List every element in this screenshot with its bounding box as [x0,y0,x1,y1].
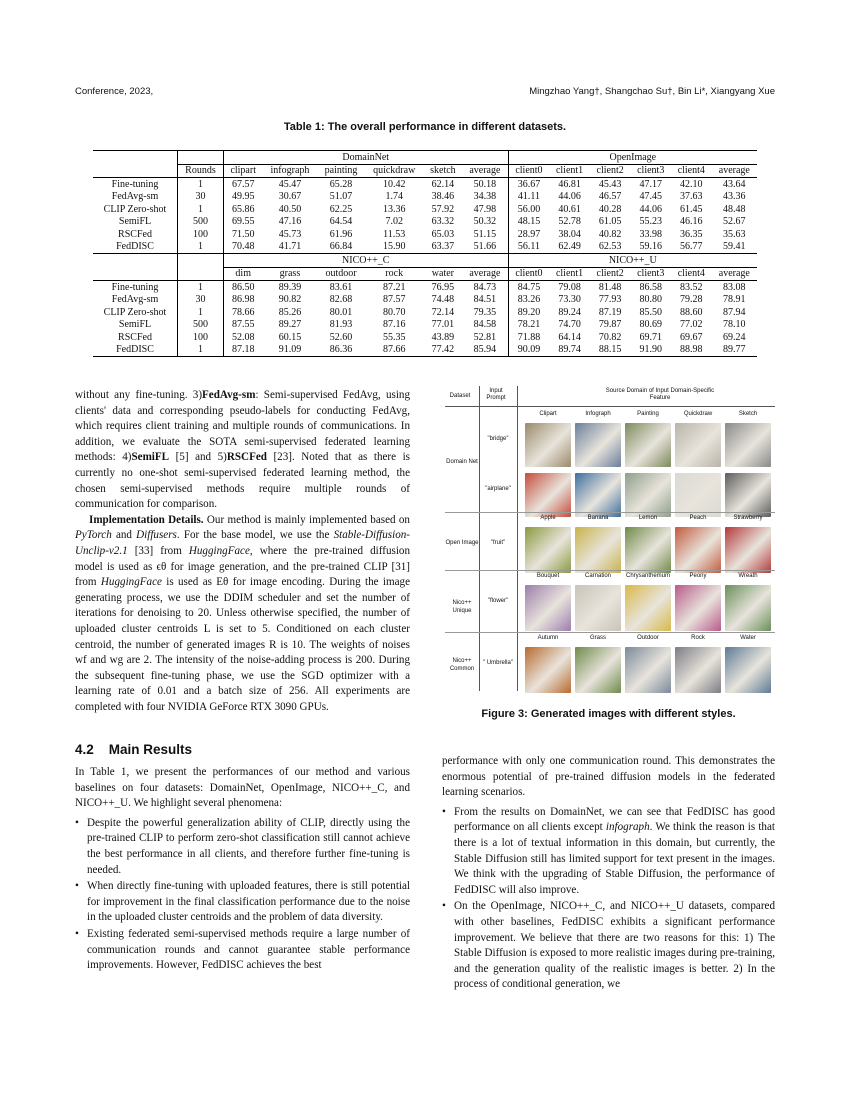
table-cell: 69.55 [223,216,262,229]
figure-header-source: Source Domain of Input Domain-Specific Feature [605,388,715,401]
table-cell: 49.95 [223,191,262,204]
table-row [93,319,757,332]
table-method-name: SemiFL [118,319,152,331]
table-cell: 80.80 [639,294,662,306]
generated-image [525,473,571,517]
table-cell: 62.25 [329,203,353,215]
table-cell: 65.28 [317,178,364,191]
table-column-header: client0 [508,164,549,178]
table-cell: 80.70 [382,306,406,318]
table-cell: 43.64 [712,178,757,191]
table-cell: 73.30 [558,294,581,306]
table-cell: 40.82 [598,228,622,240]
generated-image [575,423,621,467]
table-cell: 84.75 [508,281,549,294]
table-method-name: SemiFL [118,216,152,228]
table-column-header: outdoor [317,267,364,281]
table-cell: 41.71 [278,241,302,253]
figure-column-label: Wreath [738,573,758,579]
figure-column-label: Painting [637,411,659,417]
table-cell: 42.10 [671,178,712,191]
table-cell: 86.58 [630,281,671,294]
figure-column-label: Quickdraw [683,411,713,417]
figure-dataset-label: Nico++ Unique [452,600,472,614]
generated-image [725,473,771,517]
table-row [93,344,757,357]
figure-column-label: Peony [689,573,707,579]
table-cell: 43.89 [431,331,455,343]
figure-prompt-label: " Umbrella" [483,660,513,666]
table-method-name: FedDISC [93,344,178,357]
table-cell: 88.60 [680,306,703,318]
table-cell: 89.24 [558,306,581,318]
table-cell: 500 [178,216,224,229]
table-cell: 62.14 [424,178,463,191]
generated-image [675,585,721,631]
figure-dataset-label: Domain Net [446,459,478,465]
table-row [93,216,757,229]
left-column-results [75,765,410,975]
table-corner [178,151,224,165]
table-cell: 38.04 [558,228,581,240]
bullet-item: • Despite the powerful generalization ability of CLIP, directly using the pre-trained CLIP to perform zero-shot classification still cannot achieve the best performance in all clients, and therefore further fine-tuning is needed. [75,816,410,878]
running-header-left: Conference, 2023, [75,86,154,97]
table-cell: 52.81 [473,331,497,343]
table-cell: 79.28 [680,294,703,306]
table-cell: 46.57 [598,191,622,203]
figure-column-label: Chrysanthemum [625,573,670,579]
table-cell: 30.67 [278,191,302,203]
table-cell: 56.00 [508,203,549,216]
table-cell: 44.06 [639,203,662,215]
table-cell: 47.16 [278,216,302,228]
table-cell: 30 [178,191,224,204]
table-cell: 87.55 [223,319,262,332]
figure-column-label: Bouquet [536,573,560,579]
generated-image [725,423,771,467]
table-cell: 40.28 [598,203,622,215]
table-column-header: average [712,164,757,178]
generated-image [725,527,771,573]
table-method-name: Fine-tuning [93,281,178,294]
bullet-item: • When directly fine-tuning with uploaded features, there is still potential for improvement in the final classification performance due to the noise in the uploaded cluster centroids and the problem of data diversity. [75,879,410,926]
table-row [93,228,757,241]
table-row [93,178,757,191]
table-row [93,331,757,344]
generated-image [675,527,721,573]
table-cell: 77.01 [431,319,455,331]
generated-image [625,647,671,693]
table-cell: 79.08 [549,281,590,294]
table-cell: 56.77 [680,241,703,253]
table-cell: 79.87 [598,319,622,331]
table-cell: 87.94 [723,306,746,318]
table-column-header: water [424,267,463,281]
generated-image [675,473,721,517]
table-cell: 89.39 [263,281,318,294]
figure-column-label: Water [740,635,756,641]
table-cell: 89.27 [278,319,302,331]
figure-column-label: Infograph [585,411,611,417]
table-cell: 30 [178,294,224,307]
table-column-header: clipart [223,164,262,178]
table-row [93,281,757,294]
table-cell: 46.81 [549,178,590,191]
table-cell: 61.05 [598,216,622,228]
table-column-header: average [462,164,508,178]
table-cell: 83.26 [508,294,549,307]
table-corner [93,151,178,165]
table-cell: 100 [178,331,224,344]
figure-caption: Figure 3: Generated images with different styles. [481,708,736,720]
generated-image [575,585,621,631]
table-cell: 82.68 [329,294,353,306]
generated-image [675,423,721,467]
table-cell: 74.70 [558,319,581,331]
table-cell: 88.98 [671,344,712,357]
figure-column-label: Apple [540,515,556,521]
generated-image [625,527,671,573]
figure-column-label: Clipart [539,411,557,417]
table-corner [93,164,178,178]
table-column-header: client1 [549,267,590,281]
generated-image [575,647,621,693]
running-header-right: Mingzhao Yang†, Shangchao Su†, Bin Li*, Xiangyang Xue [529,86,775,97]
table-column-header: painting [317,164,364,178]
generated-image [525,647,571,693]
table-cell: 11.53 [383,228,406,240]
bullet-list-right [442,805,775,993]
table-row [93,294,757,307]
paragraph-continuation: performance with only one communication round. This demonstrates the enormous potential of pre-trained diffusion models in the federated learning scenarios. [442,755,775,799]
figure-prompt-label: "airplane" [485,486,511,492]
table-column-header: client0 [508,267,549,281]
table-cell: 38.46 [431,191,455,203]
table-cell: 66.84 [329,241,353,253]
table-cell: 1 [178,306,224,319]
table-method-name: FedAvg-sm [111,294,159,306]
table-cell: 67.57 [223,178,262,191]
table-cell: 46.16 [680,216,703,228]
table-cell: 59.16 [639,241,662,253]
table-cell: 10.42 [365,178,424,191]
figure-column-label: Grass [589,635,606,641]
table-group-header: DomainNet [223,151,508,165]
table-cell: 74.48 [431,294,455,306]
table-cell: 50.32 [473,216,497,228]
table-cell: 33.98 [639,228,662,240]
table-cell: 45.73 [278,228,302,240]
table-cell: 48.15 [508,216,549,229]
table-column-header: client2 [590,267,631,281]
table-column-header: client3 [630,164,671,178]
table-cell: 500 [178,319,224,332]
table-cell: 100 [178,228,224,241]
table-cell: 83.08 [712,281,757,294]
table-cell: 62.49 [558,241,581,253]
table-column-header: average [462,267,508,281]
paragraph-baselines: without any fine-tuning. 3)FedAvg-sm: Semi-supervised FedAvg, using clients' data and corresponding pseudo-labels for conducting FedAvg, which requires client training and multiple rounds of communications. In addition, we evaluate the SOTA semi-supervised federated learning methods: 4)SemiFL [5] and 5)RSCFed [23]. Noted that as there is currently no one-shot semi-supervised federated learning method, the chosen semi-supervised methods require multiple rounds of communication for comparison. [75,389,410,511]
table-cell: 85.50 [639,306,662,318]
table-cell: 84.73 [462,281,508,294]
table-cell: 89.77 [712,344,757,357]
table-cell: 70.48 [223,241,262,254]
table-cell: 1 [178,203,224,216]
figure-header-prompt: Input Prompt [486,388,506,401]
figure-column-label: Peach [689,515,707,521]
section-heading: 4.2 Main Results [75,742,193,757]
table-cell: 71.50 [223,228,262,241]
figure-column-label: Lemon [638,515,658,521]
generated-image [625,473,671,517]
table-cell: 71.88 [508,331,549,344]
table-cell: 51.07 [329,191,353,203]
table-cell: 72.14 [431,306,455,318]
table-cell: 28.97 [508,228,549,241]
table-corner [93,254,178,268]
table-cell: 51.15 [473,228,497,240]
table-cell: 61.96 [329,228,353,240]
table-column-header: client3 [630,267,671,281]
table-cell: 85.26 [278,306,302,318]
table-column-header: infograph [263,164,318,178]
table-cell: 84.58 [473,319,497,331]
figure-column-label: Outdoor [637,635,659,641]
table-method-name: CLIP Zero-shot [103,203,167,215]
table-column-header: client4 [671,164,712,178]
table-cell: 81.93 [329,319,353,331]
table-cell: 36.67 [508,178,549,191]
table-cell: 52.67 [723,216,746,228]
table-row [93,191,757,204]
table-method-name: CLIP Zero-shot [103,306,167,318]
table-cell: 36.35 [680,228,703,240]
table-method-name: FedDISC [116,241,154,253]
table-cell: 91.90 [630,344,671,357]
table-cell: 69.67 [680,331,703,343]
table-cell: 41.11 [508,191,549,204]
table-cell: 40.61 [558,203,581,215]
figure-prompt-label: "fruit" [490,540,506,546]
table-cell: 81.48 [590,281,631,294]
figure-column-label: Banana [587,515,609,521]
table-cell: 64.14 [558,331,581,343]
table-cell: 55.35 [382,331,406,343]
figure-dataset-label: Nico++ Common [449,657,475,672]
table-cell: 84.51 [473,294,497,306]
table-cell: 34.38 [473,191,497,203]
generated-image [525,527,571,573]
table-cell: 64.54 [329,216,353,228]
generated-image [575,473,621,517]
bullet-item: • Existing federated semi-supervised methods require a large number of communication rounds and cannot guarantee stable performance improvements. However, FedDISC achieves the best [75,927,410,974]
table-cell: 69.24 [723,331,746,343]
table-cell: 48.48 [723,203,746,215]
table-cell: 47.45 [639,191,662,203]
table-cell: 63.37 [431,241,455,253]
table-cell: 1 [178,344,224,357]
table-cell: 61.45 [680,203,703,215]
table-row [93,306,757,319]
table-cell: 77.42 [424,344,463,357]
table-cell: 70.82 [598,331,622,343]
table-cell: 47.98 [473,203,497,215]
table-cell: 77.93 [598,294,622,306]
bullet-item: • From the results on DomainNet, we can see that FedDISC has good performance on all clients except infograph. We think the reason is that there is a lot of textual information in this domain, but currently, the Stable Diffusion still has limited support for text present in the images. We think with the upgrading of Stable Diffusion, the performance of FedDISC will also improve. [442,805,775,899]
table-cell: 62.53 [598,241,622,253]
table-cell: 90.09 [508,344,549,357]
table-cell: 83.52 [671,281,712,294]
generated-image [675,647,721,693]
table-column-header: sketch [424,164,463,178]
table-cell: 86.36 [317,344,364,357]
bullet-item: • On the OpenImage, NICO++_C, and NICO++_U datasets, compared with other baselines, FedDISC exhibits a significant performance improvement. We believe that there are two reasons for this: 1) The Stable Diffusion is exposed to more realistic images during pre-training, and the generation quality of the realistic images is better. 2) In the process of conditional generation, we [442,899,775,993]
generated-image [525,423,571,467]
left-column [75,388,410,715]
table-cell: 86.50 [223,281,262,294]
generated-image [575,527,621,573]
table-corner [93,267,178,281]
table-cell: 1 [178,178,224,191]
bullet-list [75,816,410,974]
table-cell: 85.94 [462,344,508,357]
table-column-header: Rounds [178,164,224,178]
results-table [93,150,757,357]
table-column-header: client4 [671,267,712,281]
figure-header-dataset: Dataset [449,393,471,399]
table-column-header: rock [365,267,424,281]
table-cell: 78.21 [508,319,549,332]
table-cell: 78.66 [223,306,262,319]
table-cell: 60.15 [278,331,302,343]
table-row [93,241,757,254]
table-cell: 76.95 [424,281,463,294]
figure-dataset-label: Open Image [445,540,479,546]
table-cell: 51.66 [473,241,497,253]
table-cell: 78.10 [723,319,746,331]
generated-image [625,585,671,631]
table-cell: 47.17 [630,178,671,191]
table-cell: 63.32 [431,216,455,228]
table-corner [178,254,224,268]
table-cell: 87.57 [382,294,406,306]
table-cell: 87.16 [382,319,406,331]
table-cell: 65.03 [431,228,455,240]
table-cell: 83.61 [317,281,364,294]
table-cell: 40.50 [278,203,302,215]
table-cell: 13.36 [382,203,406,215]
table-cell: 44.06 [558,191,581,203]
table-cell: 35.63 [723,228,746,240]
table-cell: 55.23 [639,216,662,228]
generated-image [725,585,771,631]
generated-image [725,647,771,693]
figure-column-label: Autumn [537,635,559,641]
figure-column-label: Sketch [738,411,758,417]
paragraph-implementation: Implementation Details. Our method is mainly implemented based on PyTorch and Diffusers. For the base model, we use the Stable-Diffusion-Unclip-v2.1 [33] from HuggingFace, where the pre-trained diffusion model is used as ϵθ for image generation, and the pre-trained CLIP [31] from HuggingFace is used as Eθ for image encoding. During the image generating process, we use the DDIM scheduler and set the number of iterations for denoising to 20. Unless otherwise specified, the number of uploaded cluster centroids L is set to 5. Conditioned on each cluster centroid, the number of generated images R is 10. The weights of noises wf and wg are 2. The intensity of the noise-adding process is 200. During the subsequent fine-tuning phase, we use the SGD optimizer with a learning rate of 0.01 and a batch size of 256. All experiments are completed with four NVIDIA GeForce RTX 3090 GPUs. [75,513,410,713]
table-group-header: NICO++_U [508,254,757,268]
table-corner [178,267,224,281]
figure-column-label: Rock [691,635,705,641]
table-column-header: average [712,267,757,281]
figure-prompt-label: "flower" [487,598,509,604]
table-cell: 89.20 [508,306,549,319]
table-cell: 52.60 [329,331,353,343]
table-method-name: RSCFed [118,228,152,240]
table-cell: 45.47 [263,178,318,191]
table-method-name: FedAvg-sm [111,191,159,203]
table-group-header: NICO++_C [223,254,508,268]
table-cell: 80.01 [329,306,353,318]
table-cell: 69.71 [639,331,662,343]
table-column-header: grass [263,267,318,281]
figure-column-label: Carnation [584,573,611,579]
figure-column-label: Strawberry [733,515,763,521]
table-cell: 52.08 [223,331,262,344]
table-cell: 15.90 [382,241,406,253]
table-cell: 50.18 [462,178,508,191]
table-cell: 88.15 [590,344,631,357]
table-cell: 52.78 [558,216,581,228]
table-group-header: OpenImage [508,151,757,165]
table-cell: 87.66 [365,344,424,357]
figure-prompt-label: "bridge" [487,436,509,442]
table-cell: 91.09 [263,344,318,357]
table-cell: 7.02 [385,216,403,228]
table-cell: 78.91 [723,294,746,306]
table-cell: 56.11 [508,241,549,254]
table-row [93,203,757,216]
table-cell: 59.41 [723,241,746,253]
table-method-name: RSCFed [118,331,152,343]
table-cell: 87.18 [223,344,262,357]
table-cell: 65.86 [223,203,262,216]
table-cell: 37.63 [680,191,703,203]
table-column-header: dim [223,267,262,281]
generated-image [525,585,571,631]
table-method-name: Fine-tuning [93,178,178,191]
generated-image [625,423,671,467]
table-cell: 57.92 [431,203,455,215]
table-cell: 86.98 [223,294,262,307]
paragraph-results-intro: In Table 1, we present the performances of our method and various baselines on four datasets: DomainNet, OpenImage, NICO++_C, and NICO++_U. We highlight several phenomena: [75,766,410,810]
right-column [442,754,775,994]
table-cell: 89.74 [549,344,590,357]
table-cell: 1 [178,281,224,294]
table-cell: 77.02 [680,319,703,331]
table-cell: 87.19 [598,306,622,318]
table-cell: 80.69 [639,319,662,331]
table-cell: 90.82 [278,294,302,306]
table-cell: 45.43 [590,178,631,191]
table-caption: Table 1: The overall performance in different datasets. [283,121,567,133]
table-cell: 79.35 [473,306,497,318]
table-column-header: client1 [549,164,590,178]
figure-generated-images [445,386,775,691]
table-cell: 1.74 [385,191,403,203]
table-cell: 87.21 [365,281,424,294]
table-column-header: quickdraw [365,164,424,178]
table-column-header: client2 [590,164,631,178]
table-cell: 43.36 [723,191,746,203]
table-cell: 1 [178,241,224,254]
